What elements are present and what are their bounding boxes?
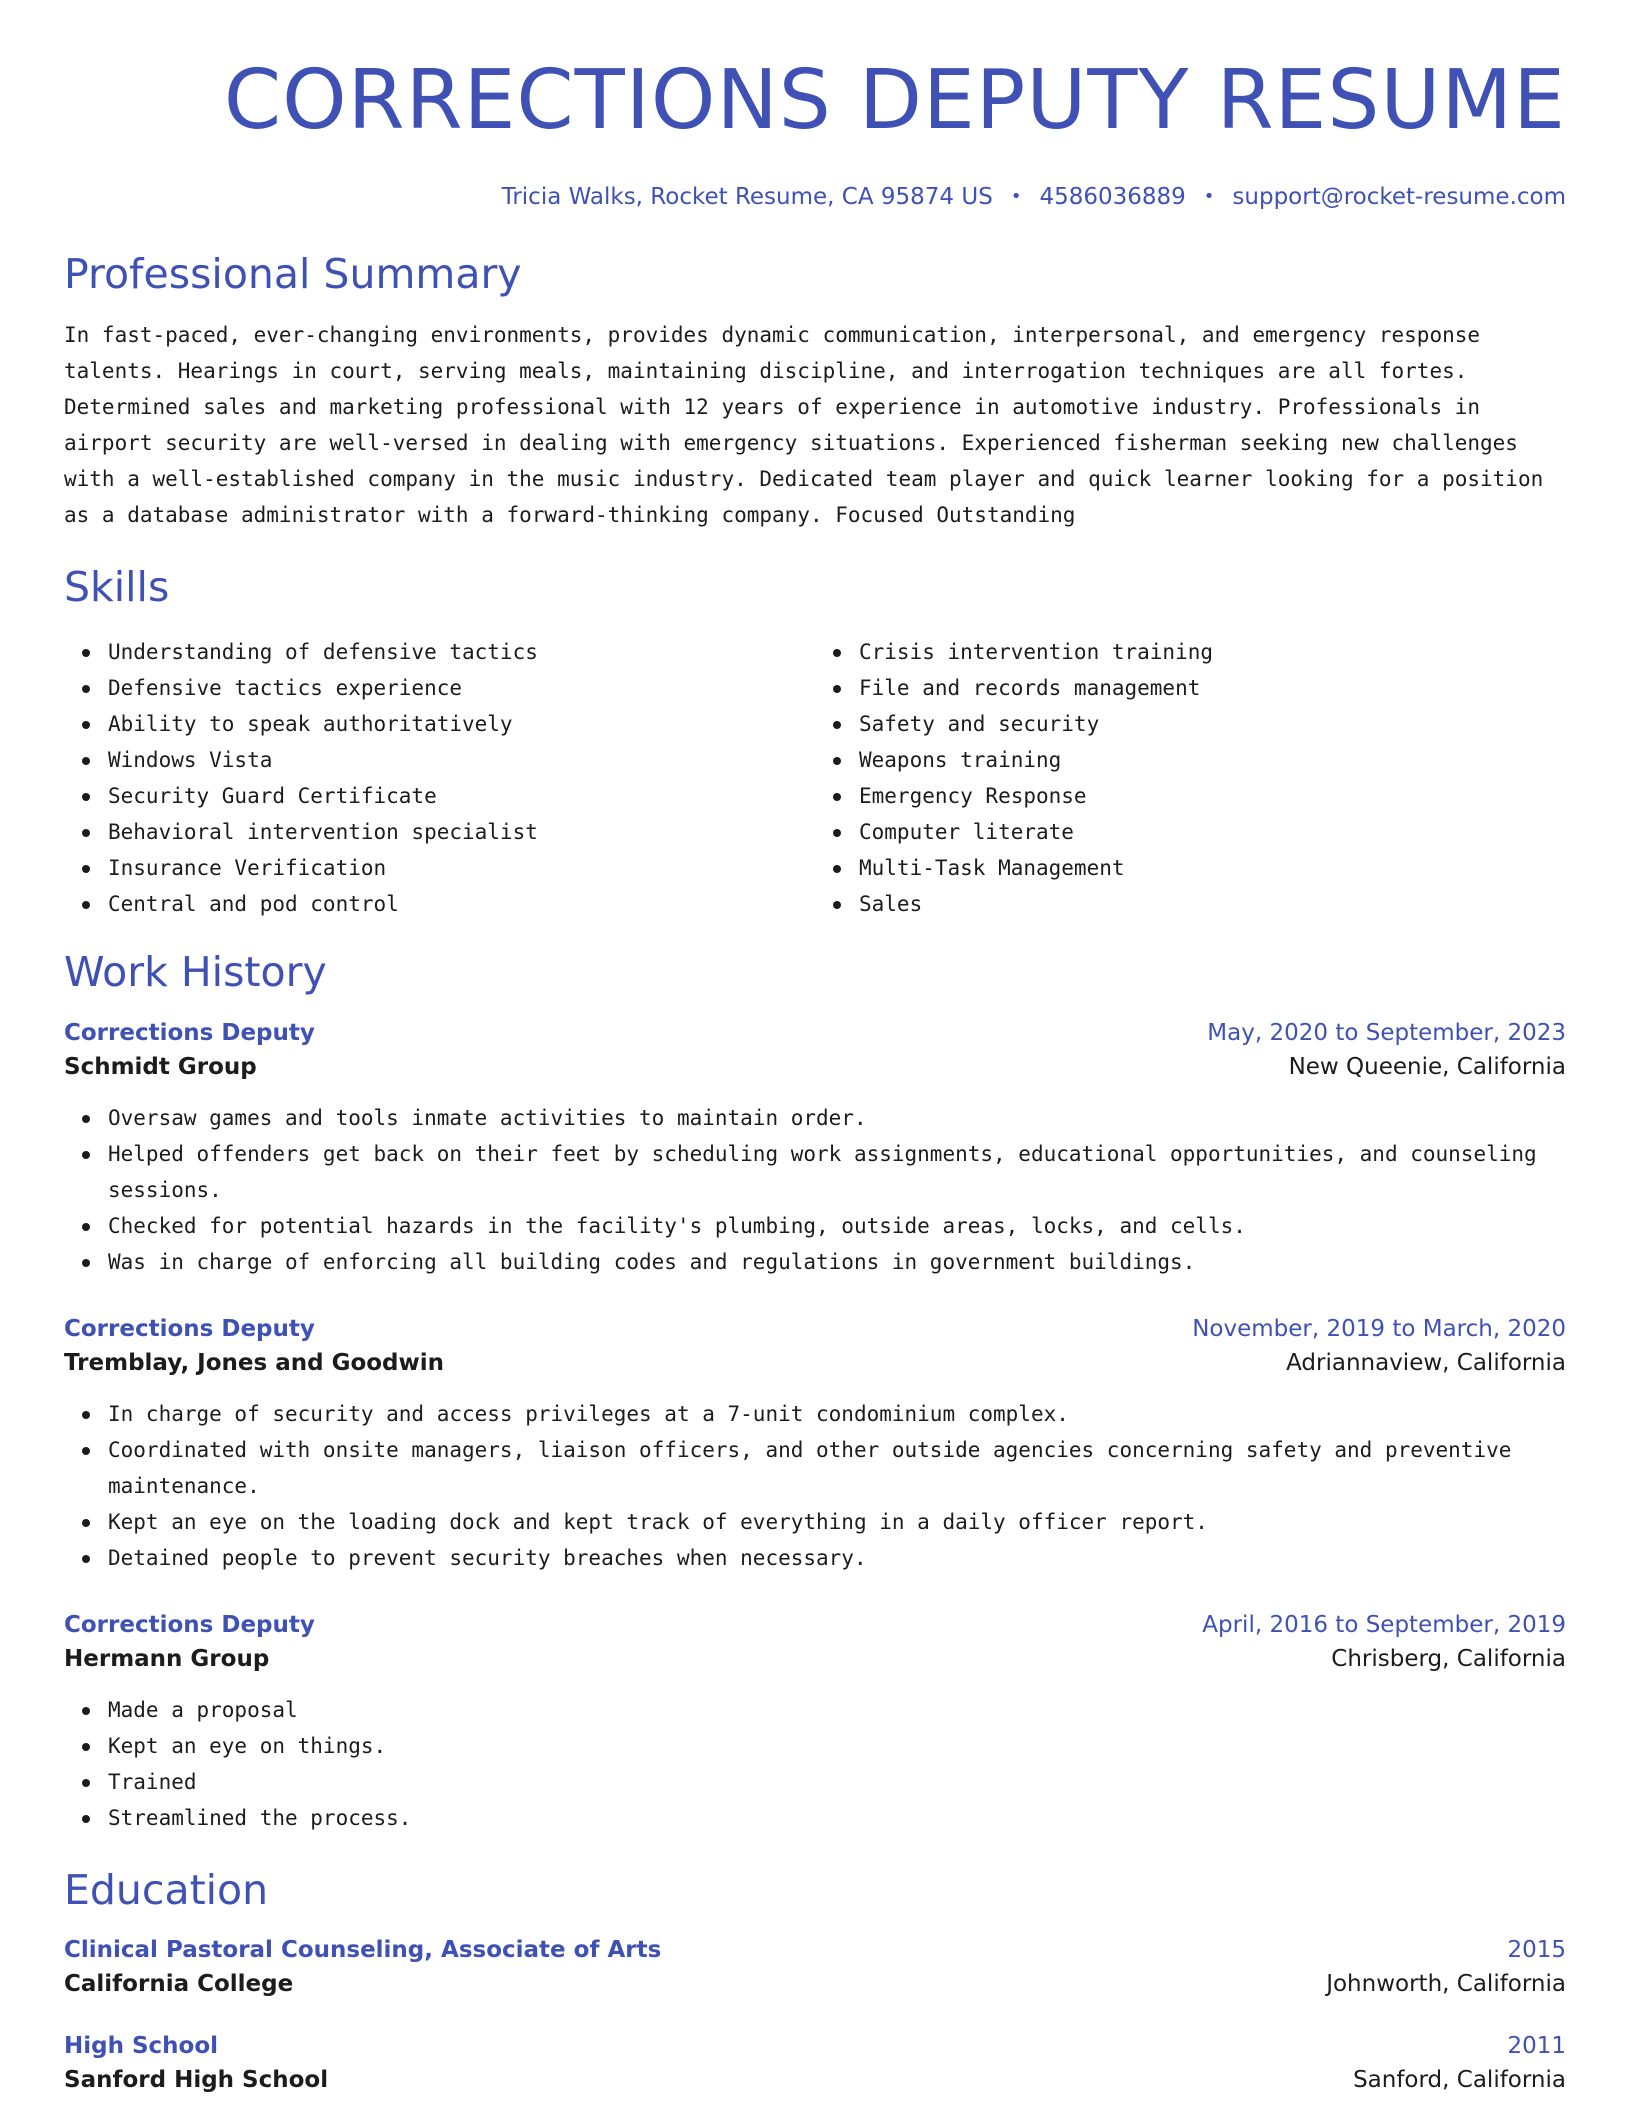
education-school: California College [64,1970,294,1997]
education-year: 2011 [1507,2032,1566,2059]
job-dates: April, 2016 to September, 2019 [1202,1611,1566,1638]
education-location: Johnworth, California [1326,1970,1566,1997]
skills-column-left [64,634,815,922]
job-location: New Queenie, California [1288,1053,1566,1080]
skill-item: Ability to speak authoritatively [108,706,815,742]
job-header-row [64,1020,1566,1046]
job-bullets [64,1692,1566,1836]
job-bullets [64,1396,1566,1576]
job-company-row [64,1054,1566,1080]
resume-page [64,0,1566,2093]
job-bullet: Streamlined the process. [108,1800,1566,1836]
contact-address: Tricia Walks, Rocket Resume, CA 95874 US [501,184,993,210]
education-school-row [64,1971,1566,1997]
job-bullets [64,1100,1566,1280]
job-bullet: Oversaw games and tools inmate activities to maintain order. [108,1100,1566,1136]
contact-line [64,184,1566,210]
job-dates: May, 2020 to September, 2023 [1207,1019,1566,1046]
skill-item: Security Guard Certificate [108,778,815,814]
skill-item: Behavioral intervention specialist [108,814,815,850]
education-school-row [64,2067,1566,2093]
job-company: Schmidt Group [64,1053,257,1080]
job-bullet: Kept an eye on things. [108,1728,1566,1764]
contact-separator: • [1010,186,1022,207]
summary-heading: Professional Summary [64,250,522,298]
job-header-row [64,1612,1566,1638]
job-location: Chrisberg, California [1331,1645,1566,1672]
skill-item: Insurance Verification [108,850,815,886]
skill-item: Sales [859,886,1566,922]
job-bullet: Coordinated with onsite managers, liaison officers, and other outside agencies concerning safety and preventive maintenance. [108,1432,1566,1504]
skill-item: Multi-Task Management [859,850,1566,886]
job-bullet: Helped offenders get back on their feet by scheduling work assignments, educational opportunities, and counseling sessions. [108,1136,1566,1208]
job-bullet: Detained people to prevent security breaches when necessary. [108,1540,1566,1576]
education-entry [64,1937,1566,1997]
job-title: Corrections Deputy [64,1019,315,1046]
skill-item: Weapons training [859,742,1566,778]
job-dates: November, 2019 to March, 2020 [1192,1315,1566,1342]
job-bullet: Checked for potential hazards in the facility's plumbing, outside areas, locks, and cells. [108,1208,1566,1244]
contact-separator: • [1203,186,1215,207]
job-title: Corrections Deputy [64,1611,315,1638]
skill-item: Computer literate [859,814,1566,850]
resume-title: CORRECTIONS DEPUTY RESUME [223,53,1566,148]
skill-item: Defensive tactics experience [108,670,815,706]
contact-email[interactable]: support@rocket-resume.com [1232,184,1566,210]
education-school: Sanford High School [64,2066,329,2093]
job-header-row [64,1316,1566,1342]
skill-item: Understanding of defensive tactics [108,634,815,670]
job-entry [64,1612,1566,1836]
skills-grid [64,634,1566,922]
skill-item: Central and pod control [108,886,815,922]
contact-phone: 4586036889 [1039,184,1186,210]
skill-item: Windows Vista [108,742,815,778]
education-header-row [64,1937,1566,1963]
education-header-row [64,2033,1566,2059]
education-location: Sanford, California [1353,2066,1566,2093]
job-bullet: Made a proposal [108,1692,1566,1728]
job-entry [64,1316,1566,1576]
job-company-row [64,1646,1566,1672]
skill-item: Emergency Response [859,778,1566,814]
job-bullet: Was in charge of enforcing all building codes and regulations in government buildings. [108,1244,1566,1280]
job-bullet: Kept an eye on the loading dock and kept track of everything in a daily officer report. [108,1504,1566,1540]
skill-item: Safety and security [859,706,1566,742]
education-year: 2015 [1507,1936,1566,1963]
job-company-row [64,1350,1566,1376]
job-company: Hermann Group [64,1645,270,1672]
skill-item: File and records management [859,670,1566,706]
job-company: Tremblay, Jones and Goodwin [64,1349,445,1376]
skills-heading: Skills [64,563,170,612]
education-entry [64,2033,1566,2093]
job-location: Adriannaview, California [1286,1349,1566,1376]
job-entry [64,1020,1566,1280]
education-degree: Clinical Pastoral Counseling, Associate of Arts [64,1936,662,1963]
summary-text: In fast-paced, ever-changing environments, provides dynamic communication, interpersonal, and emergency response talents. Hearings in court, serving meals, maintaining discipline, and interrogation techniques are all fortes. Determined sales and marketing professional with 12 years of experience in automotive industry. Professionals in airport security are well-versed in dealing with emergency situations. Experienced fisherman seeking new challenges with a well-established company in the music industry. Dedicated team player and quick learner looking for a position as a database administrator with a forward-thinking company. Focused Outstanding [64,323,1544,528]
education-heading: Education [64,1865,269,1914]
job-bullet: Trained [108,1764,1566,1800]
job-bullet: In charge of security and access privileges at a 7-unit condominium complex. [108,1396,1566,1432]
job-title: Corrections Deputy [64,1315,315,1342]
work-history-heading: Work History [64,948,327,997]
education-degree: High School [64,2032,219,2059]
skill-item: Crisis intervention training [859,634,1566,670]
skills-column-right [815,634,1566,922]
